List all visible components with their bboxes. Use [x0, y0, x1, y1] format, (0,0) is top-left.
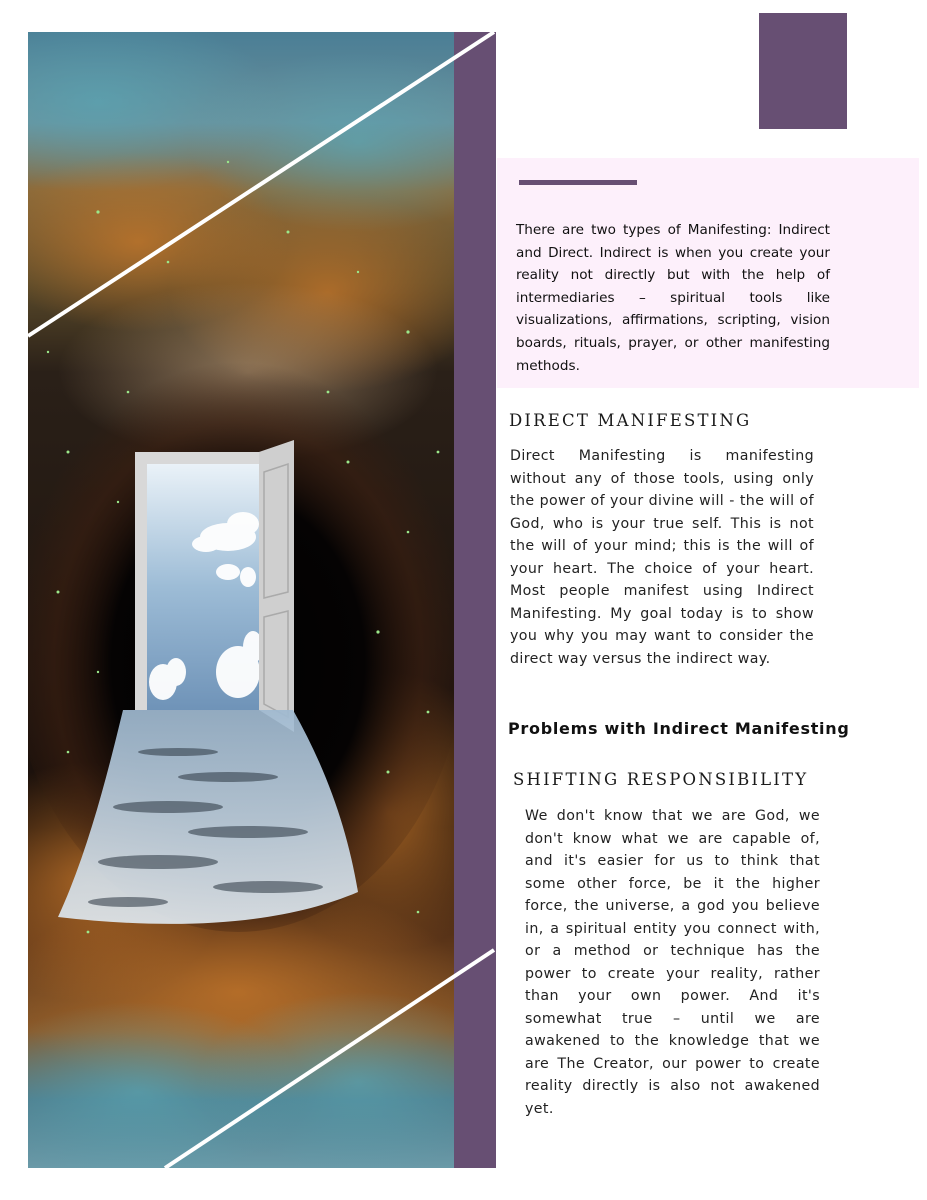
- intro-accent-line: [519, 180, 637, 185]
- problems-heading: Problems with Indirect Manifesting: [508, 719, 850, 738]
- shifting-responsibility-heading: SHIFTING RESPONSIBILITY: [513, 770, 809, 789]
- direct-manifesting-heading: DIRECT MANIFESTING: [509, 411, 752, 430]
- shifting-responsibility-paragraph: We don't know that we are God, we don't know what we are capable of, and it's easier for us to think that some other force, be it the higher force, the universe, a god you believe in, a spiritual entity you connect with, or a method or technique has the power to create your reality, rather than your own power. And it's somewhat true – until we are awakened to the knowledge that we are The Creator, our power to create reality directly is also not awakened yet.: [525, 808, 820, 1117]
- direct-manifesting-paragraph: Direct Manifesting is manifesting without any of those tools, using only the power of your divine will - the will of God, who is your true self. This is not the will of your mind; this is the will of your heart. The choice of your heart. Most people manifest using Indirect Manifesting. My goal today is to show you why you may want to consider the direct way versus the indirect way.: [510, 448, 814, 667]
- intro-paragraph: There are two types of Manifesting: Indirect and Direct. Indirect is when you create your reality not directly but with the help of intermediaries – spiritual tools like visualizations, affirmations, scripting, vision boards, rituals, prayer, or other manifesting methods.: [516, 222, 830, 374]
- cosmic-door-image: [28, 32, 454, 1168]
- vertical-accent-bar: [454, 32, 496, 1168]
- corner-accent-square: [759, 13, 847, 129]
- intro-box: [497, 158, 919, 388]
